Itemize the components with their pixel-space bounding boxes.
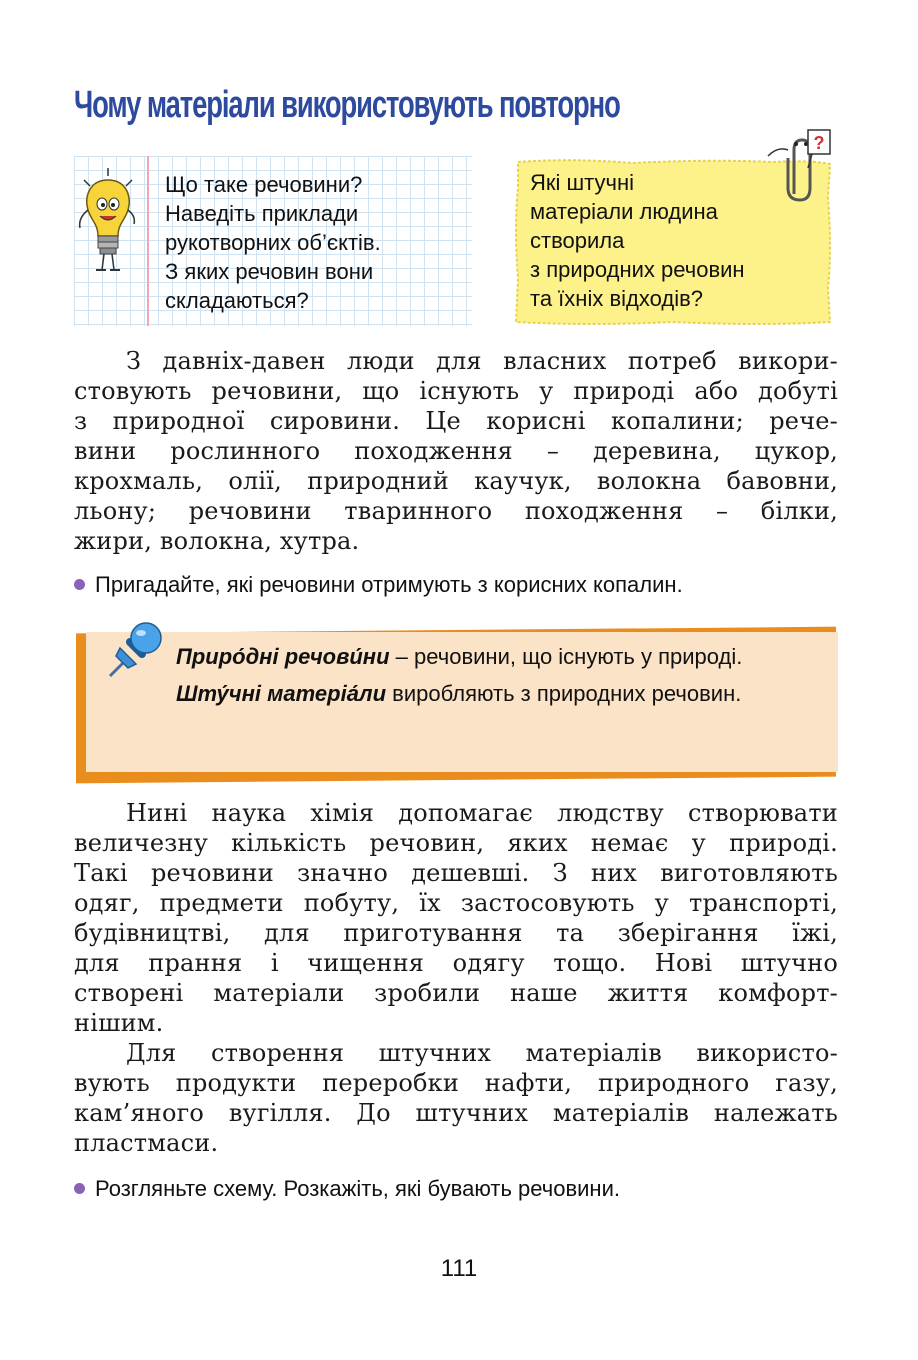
bullet-dot — [74, 579, 85, 590]
question-left-line: З яких речовин вони — [165, 259, 374, 284]
question-left-line: складаються? — [165, 288, 309, 313]
definition-text — [176, 642, 822, 716]
question-left-line: Наведіть приклади — [165, 201, 359, 226]
text-line: з природної сировини. Це корисні копалини; рече- — [74, 407, 838, 435]
text-line: вини рослинного походження – деревина, цукор, — [74, 437, 838, 465]
bullet-text: Розгляньте схему. Розкажіть, які бувають речовини. — [95, 1176, 620, 1201]
margin-line — [147, 156, 149, 326]
text-line: стовують речовини, що існують у природі або добуті — [74, 377, 838, 405]
paragraph-1 — [74, 346, 838, 556]
question-right-line: Які штучні — [530, 170, 634, 195]
question-left-text — [165, 170, 465, 315]
bullet-task-1 — [74, 570, 854, 600]
svg-text:?: ? — [813, 133, 825, 153]
text-line: Для створення штучних матеріалів використо- — [126, 1039, 838, 1067]
bullet-task-2 — [74, 1174, 854, 1204]
text-line: Нині наука хімія допомагає людству створювати — [126, 799, 838, 827]
term-natural-substances: Приро́дні речови́ни — [176, 644, 390, 669]
text-line: жири, волокна, хутра. — [74, 527, 360, 555]
pushpin-icon — [96, 618, 166, 688]
paragraph-3 — [74, 1038, 838, 1158]
text-line: будівництві, для приготування та зберігання їжі, — [74, 919, 838, 947]
paragraph-2 — [74, 798, 838, 1038]
paperclip-question-icon — [760, 128, 834, 204]
bullet-dot — [74, 1183, 85, 1194]
text-line: Такі речовини значно дешевші. З них виготовляють — [74, 859, 838, 887]
text-line: для прання і чищення одягу тощо. Нові штучно — [74, 949, 838, 977]
term-artificial-materials: Шту́чні матеріа́ли — [176, 681, 387, 706]
text-line: одяг, предмети побуту, їх застосовують у транспорті, — [74, 889, 838, 917]
text-line: створені матеріали зробили наше життя комфорт- — [74, 979, 838, 1007]
question-left-line: Що таке речовини? — [165, 172, 363, 197]
definition-box — [76, 626, 844, 784]
page-number: 111 — [440, 1255, 478, 1282]
text-line: величезну кількість речовин, яких немає у природі. — [74, 829, 838, 857]
text-line: нішим. — [74, 1009, 164, 1037]
question-right-line: матеріали людина — [530, 199, 718, 224]
text-line: вують продукти переробки нафти, природного газу, — [74, 1069, 838, 1097]
question-left-line: рукотворних об’єктів. — [165, 230, 381, 255]
text-line: льону; речовини тваринного походження – білки, — [74, 497, 838, 525]
question-grid-box — [74, 156, 472, 326]
page-title: Чому матеріали використовують повторно — [74, 84, 620, 126]
text-line: пластмаси. — [74, 1129, 219, 1157]
bullet-text: Пригадайте, які речовини отримують з корисних копалин. — [95, 572, 683, 597]
question-right-line: з природних речовин — [530, 257, 745, 282]
definition-artificial — [176, 679, 822, 708]
definition-natural-text: – речовини, що існують у природі. — [389, 644, 743, 669]
definition-artificial-text: виробляють з природних речовин. — [386, 681, 742, 706]
text-line: кам’яного вугілля. До штучних матеріалів належать — [74, 1099, 838, 1127]
definition-natural — [176, 642, 822, 671]
text-line: крохмаль, олії, природний каучук, волокна бавовни, — [74, 467, 838, 495]
lightbulb-icon — [76, 166, 140, 278]
question-right-line: створила — [530, 228, 625, 253]
question-right-line: та їхніх відходів? — [530, 286, 704, 311]
text-line: З давніх-давен люди для власних потреб викори- — [126, 347, 838, 375]
